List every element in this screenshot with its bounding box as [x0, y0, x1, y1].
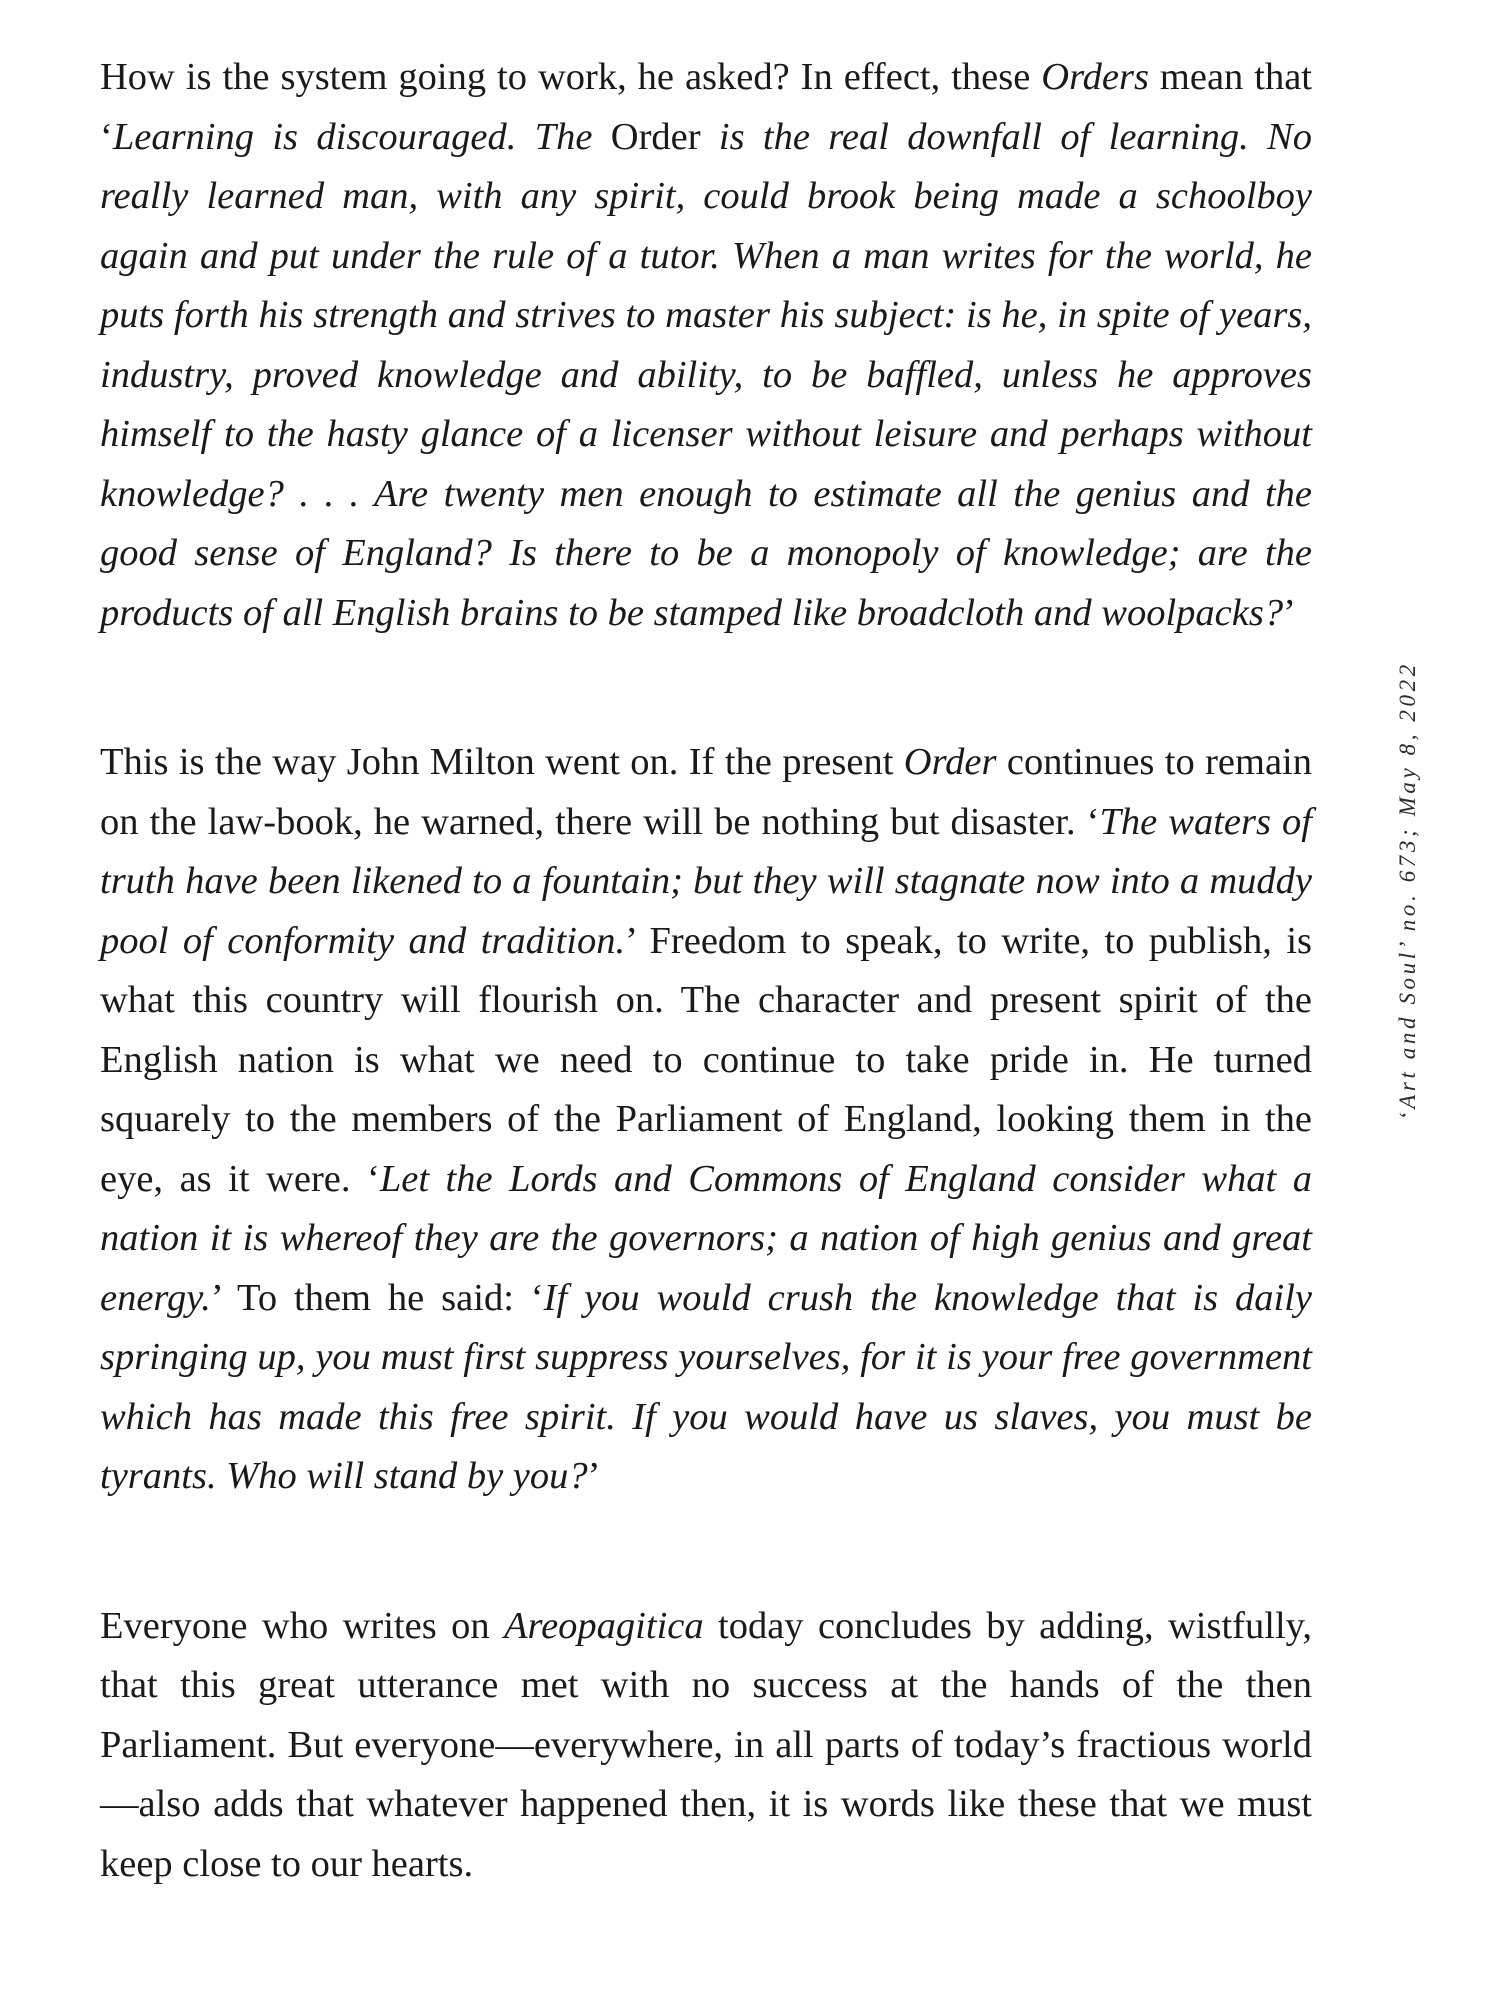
segment-italic: Orders	[1041, 56, 1149, 98]
paragraph-1	[100, 48, 1312, 643]
paragraph-2	[100, 733, 1312, 1507]
segment: This is the way John Milton went on. If the present	[100, 741, 904, 783]
segment: Order	[610, 115, 701, 158]
segment: mean that ‘	[100, 56, 1313, 158]
segment-italic: Areopagitica	[504, 1604, 704, 1647]
segment: ’ To them he said: ‘	[210, 1276, 544, 1319]
segment: ’	[1283, 591, 1296, 634]
segment-italic: Let the Lords and Commons of England consider what a nation it is whereof they are the governors; a nation of high genius and great energy.	[100, 1157, 1312, 1319]
segment: ’ Freedom to speak, to write, to publish, is what this country will flourish on. The character and present spirit of the English nation is what we need to continue to take pride in. He turned squarely to the members of the Parliament of England, looking them in the eye, as it were. ‘	[100, 919, 1312, 1200]
segment-italic: The waters of truth have been likened to a fountain; but they will stagnate now into a muddy pool of conformity and tradition.	[100, 800, 1312, 962]
segment-italic: If you would crush the knowledge that is daily springing up, you must first suppress yourselves, for it is your free government which has made this free spirit. If you would have us slaves, you must be tyrants. Who will stand by you?	[100, 1276, 1313, 1497]
segment: today concludes by adding, wistfully, that this great utterance met with no success at the hands of the then Parliament. But everyone—everywhere, in all parts of today’s fractious world—also adds that whatever happened then, it is words like these that we must keep close to our hearts.	[100, 1604, 1313, 1885]
article-body	[100, 48, 1312, 1894]
publication-citation: ‘Art and Soul’ no. 673; May 8, 2022	[1395, 661, 1420, 1120]
segment-italic: Order	[903, 741, 997, 783]
segment: Everyone who writes on	[100, 1604, 505, 1647]
segment: continues to remain on the law-book, he warned, there will be nothing but disaster. ‘	[100, 741, 1312, 843]
paragraph-3	[100, 1597, 1312, 1895]
segment-italic: Learning is discouraged. The	[112, 115, 611, 158]
segment-italic: is the real downfall of learning. No really learned man, with any spirit, could brook being made a schoolboy again and put under the rule of a tutor. When a man writes for the world, he puts forth his strength and strives to master his subject: is he, in spite of years, industry, proved knowledge and ability, to be baffled, unless he approves himself to the hasty glance of a licenser without leisure and perhaps without knowledge? . . . Are twenty men enough to estimate all the genius and the good sense of England? Is there to be a monopoly of knowledge; are the products of all English brains to be stamped like broadcloth and woolpacks?	[100, 115, 1312, 634]
segment: How is the system going to work, he asked? In effect, these	[100, 56, 1042, 98]
segment: ’	[587, 1455, 601, 1497]
